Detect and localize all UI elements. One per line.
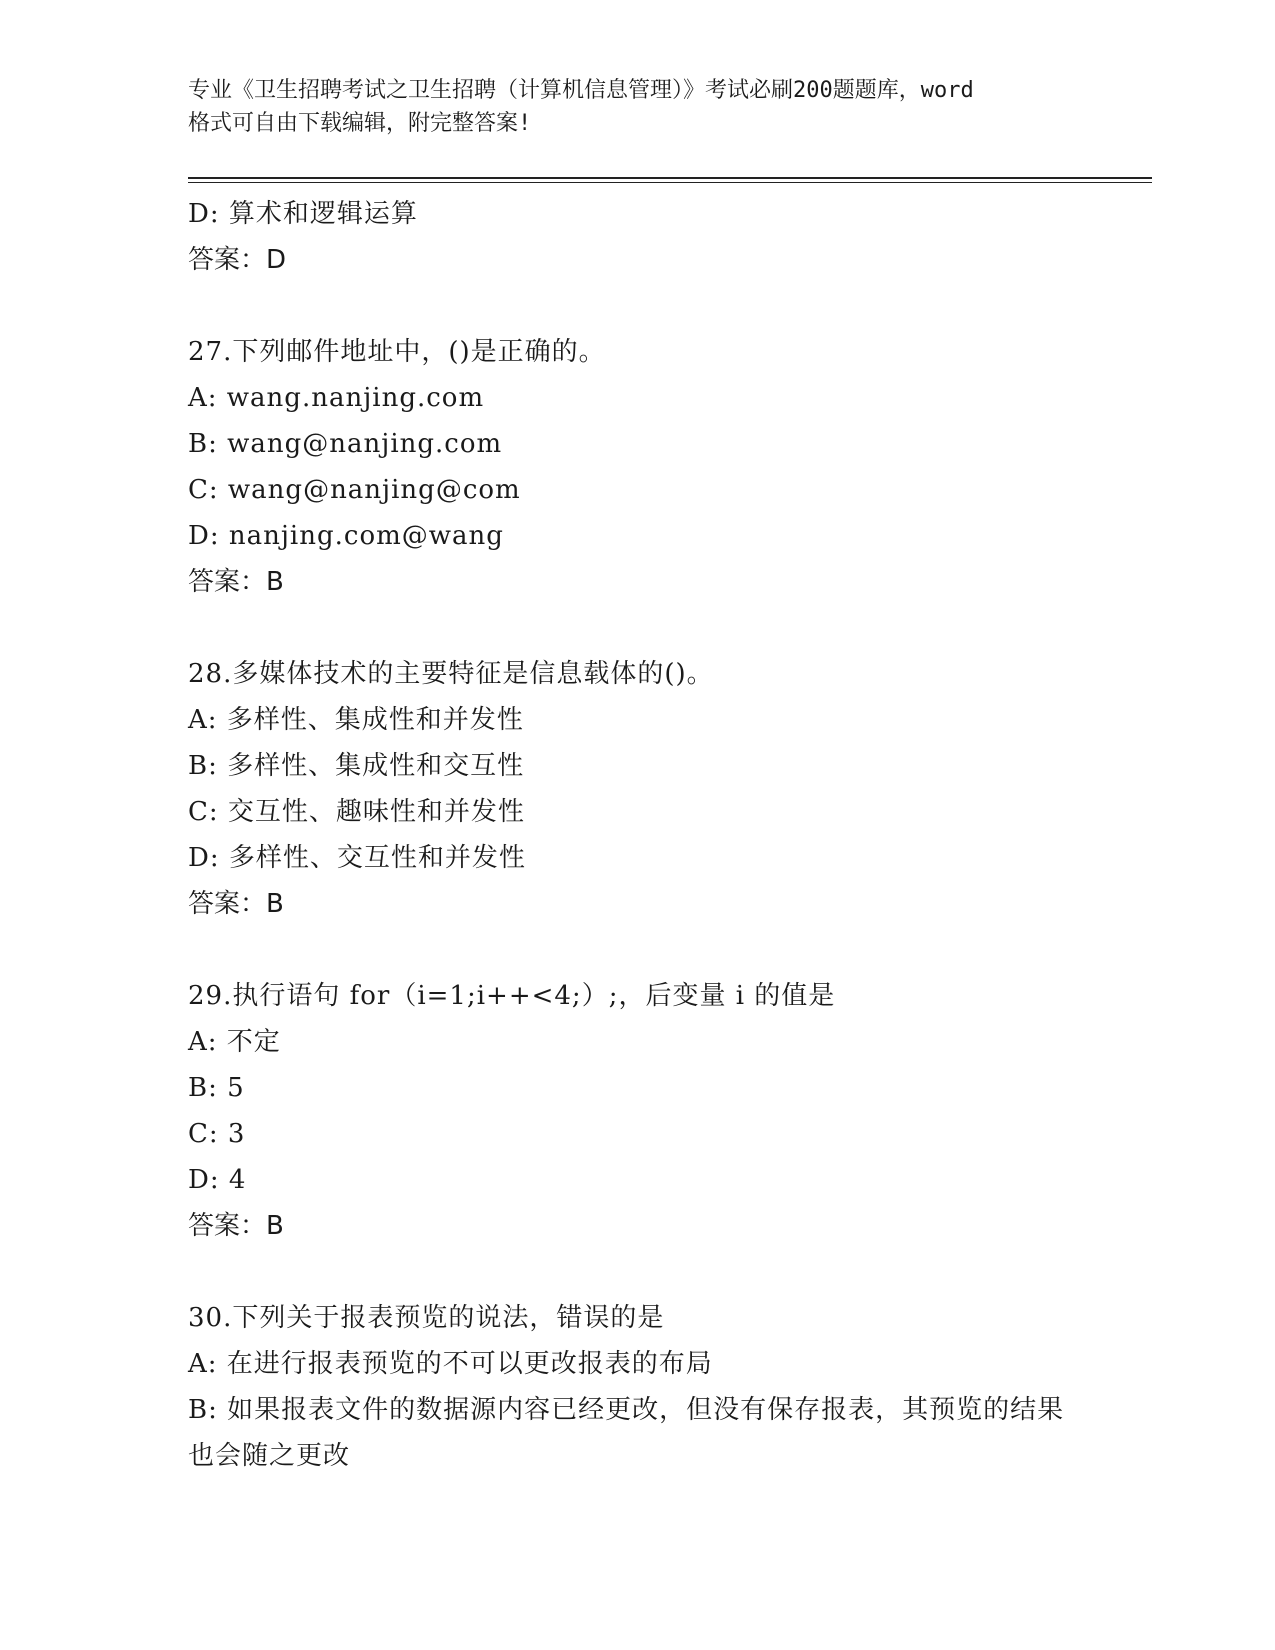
spacer (188, 283, 1088, 329)
document-body (188, 191, 1088, 1479)
document-header (188, 74, 1088, 140)
option-a: A: 多样性、集成性和并发性 (188, 705, 524, 735)
option-b: B: 5 (188, 1073, 245, 1103)
question-block-27 (188, 329, 1088, 605)
spacer (188, 927, 1088, 973)
answer-line: 答案：B (188, 567, 284, 597)
option-b: B: 如果报表文件的数据源内容已经更改，但没有保存报表，其预览的结果也会随之更改 (188, 1395, 1065, 1471)
header-title-line-2: 格式可自由下载编辑，附完整答案! (188, 111, 532, 136)
option-c: C: 3 (188, 1119, 246, 1149)
option-c: C: wang@nanjing@com (188, 475, 521, 505)
option-d: D: nanjing.com@wang (188, 521, 504, 551)
question-text: 27.下列邮件地址中，()是正确的。 (188, 337, 606, 367)
question-block-prev (188, 191, 1088, 283)
header-title-line-1: 专业《卫生招聘考试之卫生招聘（计算机信息管理）》考试必刷200题题库，word (188, 78, 974, 103)
option-a: A: wang.nanjing.com (188, 383, 485, 413)
option-c: C: 交互性、趣味性和并发性 (188, 797, 525, 827)
option-b: B: 多样性、集成性和交互性 (188, 751, 525, 781)
question-block-28 (188, 651, 1088, 927)
header-divider-thick (188, 177, 1152, 179)
spacer (188, 1249, 1088, 1295)
option-a: A: 在进行报表预览的不可以更改报表的布局 (188, 1349, 713, 1379)
answer-line: 答案：B (188, 889, 284, 919)
option-b: B: wang@nanjing.com (188, 429, 503, 459)
question-text: 30.下列关于报表预览的说法，错误的是 (188, 1303, 665, 1333)
answer-line: 答案：B (188, 1211, 284, 1241)
question-block-29 (188, 973, 1088, 1249)
question-block-30 (188, 1295, 1088, 1479)
option-d: D: 算术和逻辑运算 (188, 199, 418, 229)
question-text: 28.多媒体技术的主要特征是信息载体的()。 (188, 659, 714, 689)
question-text: 29.执行语句 for（i=1;i++<4;）;，后变量 i 的值是 (188, 981, 836, 1011)
option-d: D: 4 (188, 1165, 247, 1195)
spacer (188, 605, 1088, 651)
option-d: D: 多样性、交互性和并发性 (188, 843, 526, 873)
answer-line: 答案：D (188, 245, 287, 275)
header-divider-thin (188, 182, 1152, 183)
option-a: A: 不定 (188, 1027, 281, 1057)
